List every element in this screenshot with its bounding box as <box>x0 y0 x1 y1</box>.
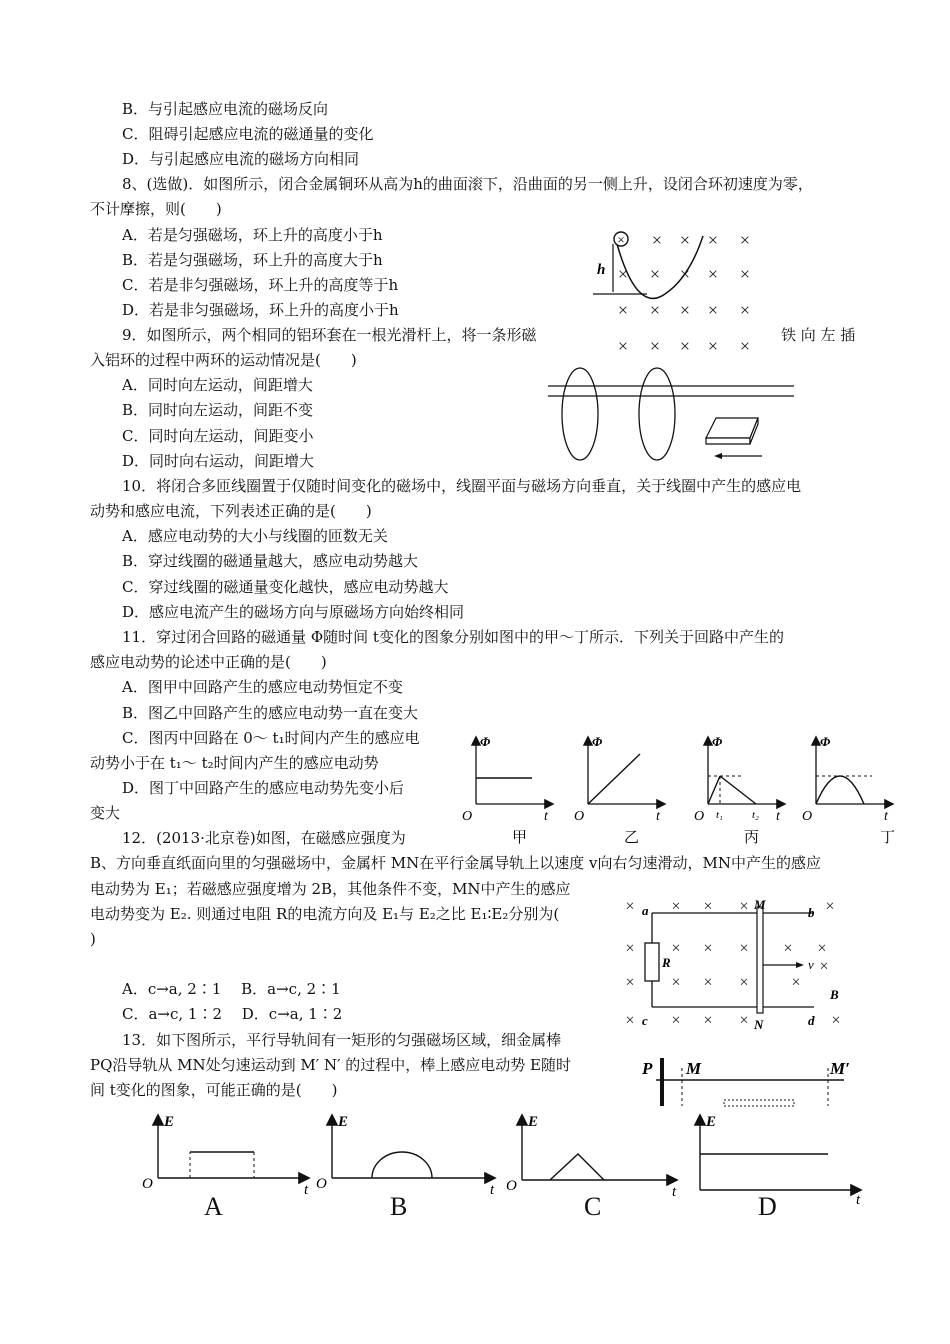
q9-stem: 9．如图所示，两个相同的铝环套在一根光滑杆上，将一条形磁 <box>122 326 537 344</box>
svg-text:丙: 丙 <box>744 830 760 846</box>
svg-text:E: E <box>164 1114 175 1130</box>
q10-option-d: D．感应电流产生的磁场方向与原磁场方向始终相同 <box>122 603 465 621</box>
svg-text:P: P <box>642 1059 653 1078</box>
svg-text:E: E <box>338 1114 349 1130</box>
svg-text:×: × <box>703 974 713 991</box>
svg-text:×: × <box>625 898 635 915</box>
svg-text:R: R <box>662 955 671 970</box>
q12-stem-cont2: 电动势为 E₁；若磁感应强度增为 2B，其他条件不变，MN中产生的感应 <box>90 880 571 898</box>
q10-stem-cont: 动势和感应电流，下列表述正确的是( ) <box>90 502 372 520</box>
q11-option-c: C．图丙中回路在 0～ t₁时间内产生的感应电 <box>122 729 420 747</box>
svg-text:×: × <box>617 264 629 284</box>
svg-text:O: O <box>316 1176 327 1192</box>
svg-text:Φ: Φ <box>592 734 603 749</box>
svg-text:M′: M′ <box>830 1059 850 1078</box>
q7-option-d: D．与引起感应电流的磁场方向相同 <box>122 150 360 168</box>
q8-option-c: C．若是非匀强磁场，环上升的高度等于h <box>122 276 399 294</box>
svg-text:t: t <box>490 1182 495 1198</box>
svg-text:×: × <box>617 336 629 356</box>
q9-option-a: A．同时向左运动，间距增大 <box>122 376 313 394</box>
q10-stem: 10．将闭合多匝线圈置于仅随时间变化的磁场中，线圈平面与磁场方向垂直，关于线圈中产生的感应电 <box>122 477 802 495</box>
svg-text:×: × <box>649 264 661 284</box>
svg-text:t₁: t₁ <box>716 809 723 821</box>
graph-yi <box>574 734 664 846</box>
svg-text:丁: 丁 <box>880 830 896 846</box>
svg-text:×: × <box>679 230 691 250</box>
q11-option-b: B．图乙中回路产生的感应电动势一直在变大 <box>122 704 419 722</box>
svg-text:t: t <box>884 809 888 824</box>
svg-text:×: × <box>739 264 751 284</box>
svg-text:乙: 乙 <box>624 830 640 846</box>
q12-options-ab: A．c→a, 2∶1 B．a→c, 2∶1 <box>122 980 341 998</box>
svg-text:E: E <box>528 1114 539 1130</box>
svg-text:×: × <box>617 232 625 247</box>
q12-circuit-figure <box>618 895 850 1035</box>
resistor <box>645 943 659 981</box>
svg-text:v: v <box>808 957 814 972</box>
svg-text:×: × <box>703 898 713 915</box>
svg-text:×: × <box>625 974 635 991</box>
svg-text:O: O <box>574 809 585 824</box>
q12-stem-cont4: ) <box>90 930 96 948</box>
svg-text:a: a <box>642 903 649 918</box>
svg-text:×: × <box>831 1012 841 1029</box>
q11-option-d-cont: 变大 <box>90 804 121 822</box>
svg-text:×: × <box>671 898 681 915</box>
svg-text:×: × <box>679 300 691 320</box>
svg-text:d: d <box>808 1013 815 1028</box>
svg-text:×: × <box>707 300 719 320</box>
graph-label-d: D <box>758 1192 777 1221</box>
q9-option-d: D．同时向右运动，间距增大 <box>122 452 315 470</box>
svg-text:t: t <box>856 1192 861 1208</box>
q12-stem-cont3: 电动势变为 E₂. 则通过电阻 R的电流方向及 E₁与 E₂之比 E₁∶E₂分别为( <box>90 905 560 923</box>
graph-label-a: A <box>204 1192 223 1221</box>
svg-text:×: × <box>617 300 629 320</box>
q10-option-a: A．感应电动势的大小与线圈的匝数无关 <box>122 527 388 545</box>
q9-option-b: B．同时向左运动，间距不变 <box>122 401 314 419</box>
svg-text:t₂: t₂ <box>752 809 759 821</box>
svg-text:×: × <box>825 898 835 915</box>
svg-text:t: t <box>304 1182 309 1198</box>
q13-rail-figure <box>640 1052 862 1108</box>
q11-stem-cont: 感应电动势的论述中正确的是( ) <box>90 653 327 671</box>
svg-text:Φ: Φ <box>712 734 723 749</box>
svg-text:×: × <box>625 1012 635 1029</box>
svg-text:×: × <box>649 336 661 356</box>
q7-option-b: B．与引起感应电流的磁场反向 <box>122 100 329 118</box>
svg-text:×: × <box>739 300 751 320</box>
svg-text:O: O <box>802 809 813 824</box>
svg-text:c: c <box>642 1013 648 1028</box>
svg-text:×: × <box>707 336 719 356</box>
svg-text:×: × <box>783 940 793 957</box>
q8-option-a: A．若是匀强磁场，环上升的高度小于h <box>122 226 383 244</box>
q13-stem: 13．如下图所示，平行导轨间有一矩形的匀强磁场区域，细金属棒 <box>122 1031 562 1049</box>
q8-stem: 8、(选做)．如图所示，闭合金属铜环从高为h的曲面滚下，沿曲面的另一侧上升，设闭合环初速度为零， <box>122 175 813 193</box>
svg-text:×: × <box>739 336 751 356</box>
q9-option-c: C．同时向左运动，间距变小 <box>122 427 314 445</box>
svg-text:B: B <box>830 987 839 1002</box>
aluminum-ring-left <box>562 368 598 460</box>
svg-text:O: O <box>462 809 473 824</box>
q11-stem: 11．穿过闭合回路的磁通量 Φ随时间 t变化的图象分别如图中的甲～丁所示．下列关于回路中产生的 <box>122 628 784 646</box>
svg-text:N: N <box>754 1017 764 1032</box>
graph-jia <box>462 734 552 846</box>
metal-rod-MN <box>757 907 763 1013</box>
q12-options-cd: C．a→c, 1∶2 D．c→a, 1∶2 <box>122 1005 343 1023</box>
q12-stem: 12．(2013·北京卷)如图，在磁感应强度为 <box>122 829 406 847</box>
graph-ding <box>802 734 895 846</box>
svg-text:×: × <box>739 974 749 991</box>
svg-text:×: × <box>679 264 691 284</box>
q10-option-b: B．穿过线圈的磁通量越大，感应电动势越大 <box>122 552 419 570</box>
q10-option-c: C．穿过线圈的磁通量变化越快，感应电动势越大 <box>122 578 449 596</box>
q9-stem-tail: 铁 向 左 插 <box>781 326 856 344</box>
svg-text:×: × <box>819 958 829 975</box>
svg-text:M: M <box>754 897 766 912</box>
graph-label-b: B <box>390 1192 408 1221</box>
svg-text:Φ: Φ <box>820 734 831 749</box>
svg-text:×: × <box>649 300 661 320</box>
svg-text:甲: 甲 <box>512 830 528 846</box>
q11-option-a: A．图甲中回路产生的感应电动势恒定不变 <box>122 678 403 696</box>
svg-text:O: O <box>142 1176 153 1192</box>
q7-option-c: C．阻碍引起感应电流的磁通量的变化 <box>122 125 374 143</box>
svg-text:×: × <box>679 336 691 356</box>
q11-option-d: D．图丁中回路产生的感应电动势先变小后 <box>122 779 405 797</box>
svg-text:×: × <box>739 1012 749 1029</box>
svg-text:×: × <box>671 974 681 991</box>
svg-text:×: × <box>739 230 751 250</box>
q8-option-b: B．若是匀强磁场，环上升的高度大于h <box>122 251 383 269</box>
field-region <box>724 1100 794 1106</box>
svg-text:O: O <box>506 1178 517 1194</box>
svg-text:b: b <box>808 905 815 920</box>
graph-a <box>142 1114 309 1198</box>
graph-b <box>316 1114 495 1198</box>
svg-text:×: × <box>651 230 663 250</box>
svg-text:×: × <box>625 940 635 957</box>
q11-flux-graphs <box>460 732 900 850</box>
q11-option-c-cont: 动势小于在 t₁～ t₂时间内产生的感应电动势 <box>90 754 379 772</box>
q12-stem-cont: B、方向垂直纸面向里的匀强磁场中，金属杆 MN在平行金属导轨上以速度 v向右匀速滑动，MN中产生的感应 <box>90 854 822 872</box>
svg-text:t: t <box>656 809 660 824</box>
svg-text:t: t <box>776 809 780 824</box>
svg-text:×: × <box>671 940 681 957</box>
q9-stem-cont: 入铝环的过程中两环的运动情况是( ) <box>90 351 357 369</box>
svg-text:×: × <box>671 1012 681 1029</box>
svg-text:×: × <box>703 940 713 957</box>
graph-d <box>700 1114 861 1208</box>
q8-option-d: D．若是非匀强磁场，环上升的高度小于h <box>122 301 399 319</box>
graph-label-c: C <box>584 1192 602 1221</box>
svg-text:×: × <box>791 974 801 991</box>
svg-text:×: × <box>739 898 749 915</box>
svg-text:M: M <box>686 1059 702 1078</box>
aluminum-ring-right <box>639 368 675 460</box>
graph-c <box>506 1114 677 1200</box>
q13-stem-cont2: 间 t变化的图象，可能正确的是( ) <box>90 1081 338 1099</box>
q8-magnetic-field-figure <box>585 222 770 364</box>
svg-text:×: × <box>703 1012 713 1029</box>
q13-stem-cont: PQ沿导轨从 MN处匀速运动到 M′ N′ 的过程中，棒上感应电动势 E随时 <box>90 1056 571 1074</box>
svg-text:O: O <box>694 809 705 824</box>
svg-text:×: × <box>817 940 827 957</box>
svg-text:E: E <box>706 1114 717 1130</box>
graph-bing <box>694 734 784 846</box>
svg-text:t: t <box>544 809 548 824</box>
svg-text:×: × <box>707 264 719 284</box>
svg-text:t: t <box>672 1184 677 1200</box>
bar-magnet <box>706 418 758 438</box>
svg-text:h: h <box>597 262 606 278</box>
svg-text:×: × <box>739 940 749 957</box>
svg-text:Φ: Φ <box>480 734 491 749</box>
q9-aluminum-rings-figure <box>548 366 798 468</box>
svg-text:×: × <box>707 230 719 250</box>
q8-stem-cont: 不计摩擦，则( ) <box>90 200 222 218</box>
